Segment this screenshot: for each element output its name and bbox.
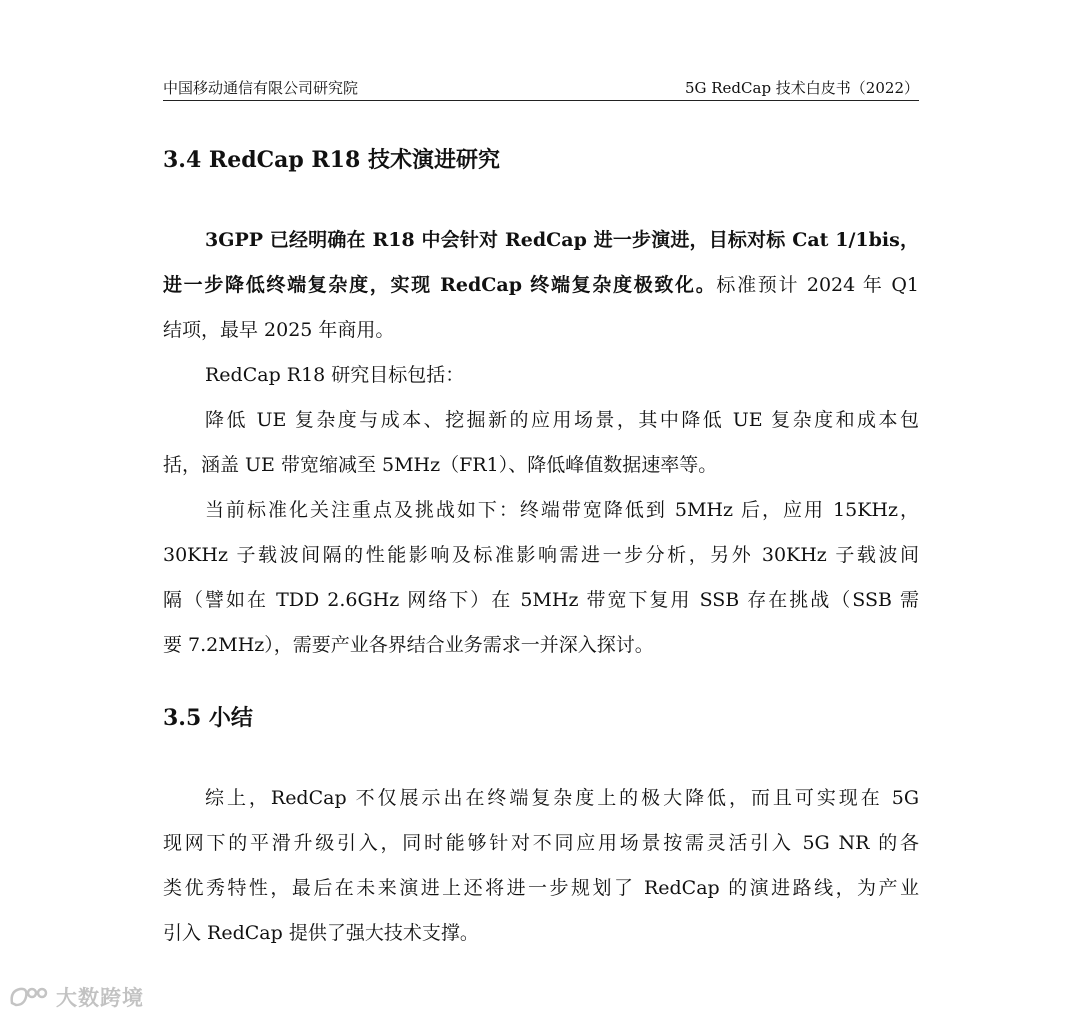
watermark-logo-icon — [8, 983, 52, 1011]
section-3-4-p4-line2: 30KHz 子载波间隔的性能影响及标准影响需进一步分析，另外 30KHz 子载波间 — [163, 544, 919, 566]
section-3-4-p1-line3: 结项，最早 2025 年商用。 — [163, 319, 395, 341]
page-header — [163, 78, 919, 101]
watermark — [8, 982, 144, 1012]
header-document-title: 5G RedCap 技术白皮书（2022） — [684, 79, 919, 97]
section-3-4-p3-line2: 括，涵盖 UE 带宽缩减至 5MHz（FR1）、降低峰值数据速率等。 — [163, 454, 718, 476]
p1-line2-bold-text: 进一步降低终端复杂度，实现 RedCap 终端复杂度极致化。 — [163, 274, 717, 296]
section-3-4-p1-line1: 3GPP 已经明确在 R18 中会针对 RedCap 进一步演进，目标对标 Cat 1/1bis， — [205, 229, 919, 251]
section-3-4-p3-line1: 降低 UE 复杂度与成本、挖掘新的应用场景，其中降低 UE 复杂度和成本包 — [205, 409, 919, 431]
section-3-5-p1-line3: 类优秀特性，最后在未来演进上还将进一步规划了 RedCap 的演进路线，为产业 — [163, 877, 919, 899]
p1-line2-normal-text: 标准预计 2024 年 Q1 — [716, 274, 919, 296]
section-3-5-p1-line1: 综上，RedCap 不仅展示出在终端复杂度上的极大降低，而且可实现在 5G — [205, 787, 919, 809]
section-3-4-p2: RedCap R18 研究目标包括： — [205, 364, 465, 386]
section-3-5-p1-line2: 现网下的平滑升级引入，同时能够针对不同应用场景按需灵活引入 5G NR 的各 — [163, 832, 919, 854]
watermark-text: 大数跨境 — [56, 986, 144, 1010]
section-3-4-p4-line1: 当前标准化关注重点及挑战如下：终端带宽降低到 5MHz 后，应用 15KHz， — [205, 499, 919, 521]
section-3-4-p1-line2 — [163, 272, 919, 298]
section-3-4-heading: 3.4 RedCap R18 技术演进研究 — [163, 147, 500, 173]
section-3-5-p1-line4: 引入 RedCap 提供了强大技术支撑。 — [163, 922, 479, 944]
header-organization: 中国移动通信有限公司研究院 — [163, 79, 359, 97]
section-3-4-p4-line4: 要 7.2MHz），需要产业各界结合业务需求一并深入探讨。 — [163, 634, 654, 656]
section-3-5-heading: 3.5 小结 — [163, 705, 253, 731]
section-3-4-p4-line3: 隔（譬如在 TDD 2.6GHz 网络下）在 5MHz 带宽下复用 SSB 存在挑战（SSB 需 — [163, 589, 919, 611]
